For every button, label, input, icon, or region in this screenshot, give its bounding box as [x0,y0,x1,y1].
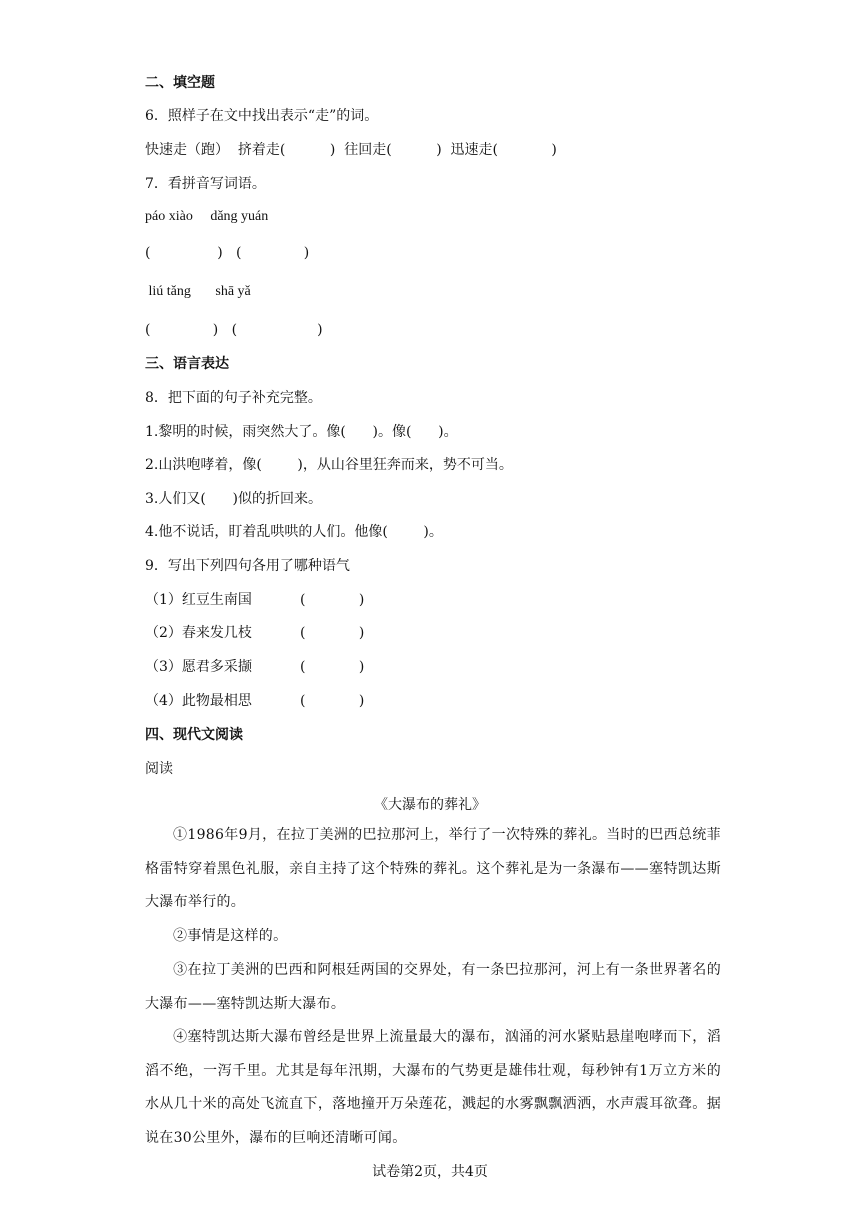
question-6-prompt: 6．照样子在文中找出表示“走”的词。 [145,108,379,124]
answer-blank: ( ) [300,592,365,608]
question-9-item [145,590,365,610]
article-paragraph [145,954,721,1021]
question-9-item [145,691,365,711]
question-8-item: 4.他不说话，盯着乱哄哄的人们。他像( )。 [145,524,443,540]
article-paragraph [145,920,721,954]
section-heading-language-expression: 三、语言表达 [145,356,229,372]
page-footer: 试卷第2页，共4页 [372,1164,488,1180]
reading-label: 阅读 [145,761,173,777]
question-7-prompt: 7．看拼音写词语。 [145,176,266,192]
article-title: 《大瀑布的葬礼》 [374,797,486,813]
question-8-prompt: 8．把下面的句子补充完整。 [145,390,322,406]
answer-blank: ( ) [300,625,365,641]
question-9-item [145,657,365,677]
question-9-prompt: 9．写出下列四句各用了哪种语气 [145,558,350,574]
question-6-blanks: 快速走（跑） 挤着走( ) 往回走( ) 迅速走( ) [145,142,557,158]
article-paragraph-text: ③在拉丁美洲的巴西和阿根廷两国的交界处，有一条巴拉那河，河上有一条世界著名的大瀑布——塞特凯达斯大瀑布。 [145,962,721,1012]
question-8-item: 1.黎明的时候，雨突然大了。像( )。像( )。 [145,424,458,440]
question-9-item-text: （3）愿君多采撷 [145,659,252,675]
article-paragraph-text: ①1986年9月，在拉丁美洲的巴拉那河上，举行了一次特殊的葬礼。当时的巴西总统菲格雷特穿着黑色礼服，亲自主持了这个特殊的葬礼。这个葬礼是为一条瀑布——塞特凯达斯大瀑布举行的。 [145,827,721,910]
answer-blank: ( ) [300,659,365,675]
section-heading-fill-in: 二、填空题 [145,75,215,91]
pinyin-blanks-row-1: ( ) ( ) [145,245,310,261]
question-9-item-text: （2）春来发几枝 [145,625,252,641]
question-8-item: 3.人们又( )似的折回来。 [145,491,322,507]
pinyin-row-1: páo xiào dǎng yuán [145,209,269,224]
pinyin-blanks-row-2: ( ) ( ) [145,322,323,338]
article-paragraph-text: ②事情是这样的。 [173,928,288,944]
question-9-item-text: （4）此物最相思 [145,693,252,709]
answer-blank: ( ) [300,693,365,709]
pinyin-row-2: liú tǎng shā yǎ [145,284,251,299]
article-paragraph-text: ④塞特凯达斯大瀑布曾经是世界上流量最大的瀑布，汹涌的河水紧贴悬崖咆哮而下，滔滔不绝，一泻千里。尤其是每年汛期，大瀑布的气势更是雄伟壮观，每秒钟有1万立方米的水从几十米的高处飞流直下，落地撞开万朵莲花，溅起的水雾飘飘洒洒，水声震耳欲聋。据说在30公里外，瀑布的巨响还清晰可闻。 [145,1029,721,1146]
question-9-item-text: （1）红豆生南国 [145,592,252,608]
question-9-item [145,623,365,643]
section-heading-modern-reading: 四、现代文阅读 [145,727,243,743]
question-8-item: 2.山洪咆哮着，像( )，从山谷里狂奔而来，势不可当。 [145,457,513,473]
article-paragraph [145,1021,721,1155]
article-paragraph [145,819,721,920]
